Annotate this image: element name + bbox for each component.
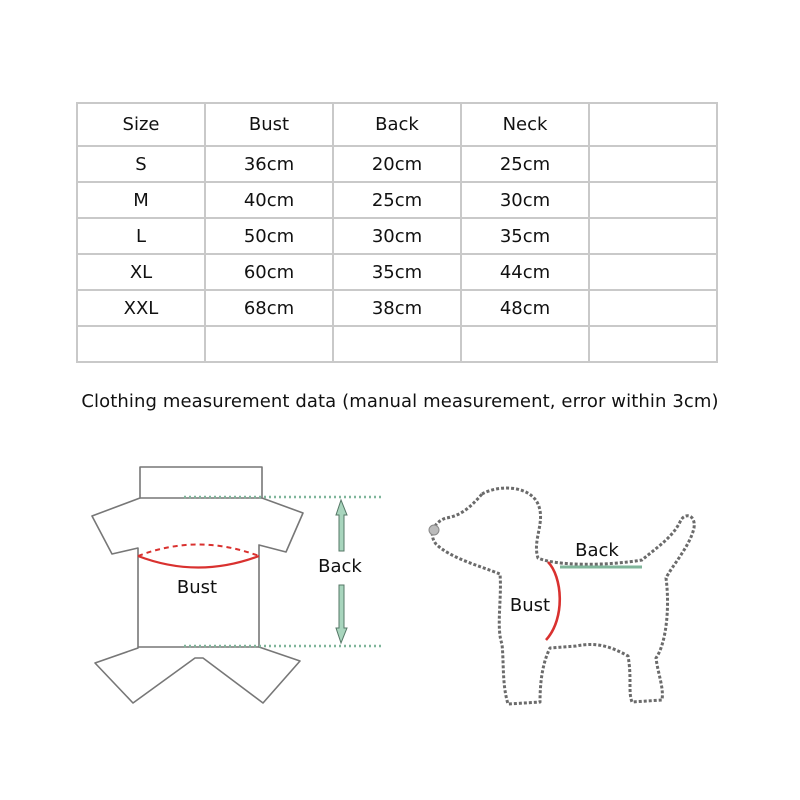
table-cell — [590, 219, 718, 255]
table-cell: 38cm — [334, 291, 462, 327]
table-cell: 20cm — [334, 147, 462, 183]
back-arrow-up — [336, 500, 347, 551]
shirt-bust-label: Bust — [176, 577, 218, 598]
header-cell: Bust — [206, 104, 334, 147]
table-cell — [590, 255, 718, 291]
table-cell — [78, 327, 206, 363]
table-cell: 30cm — [334, 219, 462, 255]
table-row — [78, 327, 718, 363]
header-cell: Size — [78, 104, 206, 147]
table-cell: 35cm — [334, 255, 462, 291]
size-table — [76, 102, 718, 363]
table-cell: S — [78, 147, 206, 183]
table-cell: L — [78, 219, 206, 255]
table-row — [78, 255, 718, 291]
table-cell: M — [78, 183, 206, 219]
table-cell: 44cm — [462, 255, 590, 291]
table-cell: 60cm — [206, 255, 334, 291]
table-row — [78, 183, 718, 219]
dog-outline — [432, 488, 694, 704]
table-header-row — [78, 104, 718, 147]
dog-nose-icon — [429, 525, 439, 535]
table-cell: 35cm — [462, 219, 590, 255]
table-cell — [462, 327, 590, 363]
table-cell: 25cm — [334, 183, 462, 219]
table-cell: 50cm — [206, 219, 334, 255]
table-cell — [590, 147, 718, 183]
dog-bust-label: Bust — [509, 595, 551, 616]
shirt-back-label: Back — [318, 556, 362, 577]
table-cell — [590, 327, 718, 363]
measurement-caption: Clothing measurement data (manual measurement, error within 3cm) — [81, 391, 719, 412]
table-cell: XL — [78, 255, 206, 291]
table-cell — [590, 291, 718, 327]
dog-back-label: Back — [575, 540, 619, 561]
table-cell: 68cm — [206, 291, 334, 327]
table-row — [78, 219, 718, 255]
header-cell: Back — [334, 104, 462, 147]
table-cell — [590, 183, 718, 219]
table-cell: 30cm — [462, 183, 590, 219]
table-cell: 40cm — [206, 183, 334, 219]
table-cell: XXL — [78, 291, 206, 327]
table-cell — [206, 327, 334, 363]
table-cell: 48cm — [462, 291, 590, 327]
table-cell: 36cm — [206, 147, 334, 183]
table-cell: 25cm — [462, 147, 590, 183]
header-cell: Neck — [462, 104, 590, 147]
table-cell — [334, 327, 462, 363]
dog-diagram — [420, 478, 720, 718]
back-arrow-down — [336, 585, 347, 643]
size-table-body — [78, 104, 718, 363]
shirt-diagram — [80, 455, 400, 720]
header-cell — [590, 104, 718, 147]
table-row — [78, 147, 718, 183]
table-row — [78, 291, 718, 327]
